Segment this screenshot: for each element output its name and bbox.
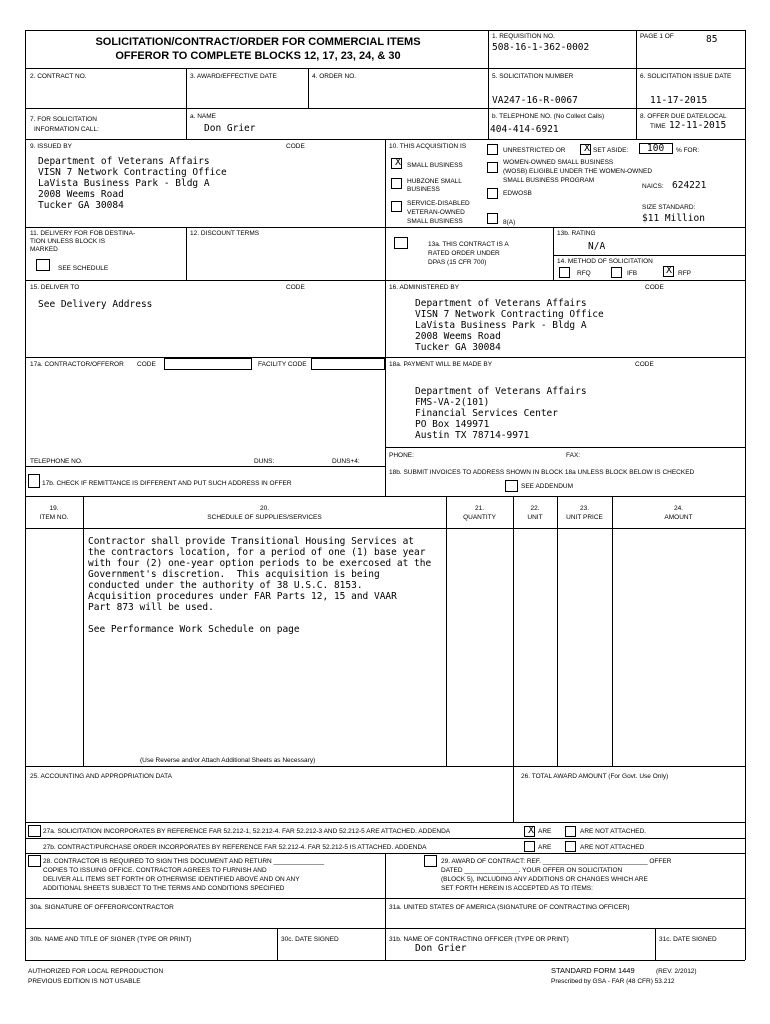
rule	[25, 822, 745, 823]
27b-label: 27b. CONTRACT/PURCHASE ORDER INCORPORATES BY REFERENCE FAR 52.212-4. FAR 52.212-5 IS ATTACHED. ADDENDA	[43, 844, 427, 851]
28-line: ADDITIONAL SHEETS SUBJECT TO THE TERMS AND CONDITIONS SPECIFIED	[43, 885, 285, 892]
duns-label: DUNS:	[254, 458, 275, 465]
27b-are-not-label: ARE NOT ATTACHED	[580, 844, 645, 851]
see-schedule-label: SEE SCHEDULE	[58, 265, 109, 272]
facility-code-field[interactable]	[311, 358, 385, 370]
offer-due-time-label: TIME	[650, 123, 666, 130]
payment-line: Financial Services Center	[415, 408, 558, 419]
issued-by-code: CODE	[286, 143, 305, 150]
ifb-label: IFB	[627, 270, 638, 277]
deliver-to-code: CODE	[286, 284, 305, 291]
size-standard-value: $11 Million	[642, 213, 705, 224]
rule	[488, 108, 489, 139]
rated-order-label2: RATED ORDER UNDER	[428, 250, 500, 257]
29-line: DATED _______________. YOUR OFFER ON SOLICITATION	[441, 867, 623, 874]
rule	[25, 108, 745, 109]
28-checkbox[interactable]	[28, 855, 41, 867]
rule	[25, 496, 745, 497]
27b-are-not-checkbox[interactable]	[565, 841, 576, 852]
payment-code: CODE	[635, 361, 654, 368]
administered-by-code: CODE	[645, 284, 664, 291]
footer-prev: PREVIOUS EDITION IS NOT USABLE	[28, 978, 141, 985]
rule	[553, 255, 745, 256]
31c-label: 31c. DATE SIGNED	[659, 936, 717, 943]
see-addendum-checkbox[interactable]	[505, 480, 518, 492]
rule	[25, 68, 745, 69]
contractor-code-field[interactable]	[164, 358, 252, 370]
form-title-line1: SOLICITATION/CONTRACT/ORDER FOR COMMERCIAL ITEMS	[95, 36, 421, 48]
rule	[186, 227, 187, 280]
hubzone-label: HUBZONE SMALL	[407, 178, 462, 185]
administered-by-line: LaVista Business Park - Bldg A	[415, 320, 587, 331]
col-item-no-label: ITEM NO.	[39, 514, 69, 521]
see-addendum-label: SEE ADDENDUM	[521, 483, 574, 490]
rule	[385, 447, 745, 448]
rule	[513, 496, 514, 766]
schedule-line: conducted under the authority of 38 U.S.C. 8153.	[88, 580, 363, 591]
rule	[636, 108, 637, 139]
31b-label: 31b. NAME OF CONTRACTING OFFICER (TYPE OR PRINT)	[389, 936, 569, 943]
30b-label: 30b. NAME AND TITLE OF SIGNER (TYPE OR PRINT)	[30, 936, 192, 943]
unrestricted-checkbox[interactable]	[487, 144, 498, 155]
30c-label: 30c. DATE SIGNED	[281, 936, 339, 943]
col-amount: 24.	[673, 505, 684, 512]
payment-fax-label: FAX:	[566, 452, 581, 459]
rated-order-checkbox[interactable]	[394, 237, 408, 249]
issue-date: 11-17-2015	[650, 95, 708, 106]
deliver-to-value: See Delivery Address	[38, 299, 153, 310]
fob-label: 11. DELIVERY FOR FOB DESTINA-	[30, 230, 136, 237]
col-item-no: 19.	[49, 505, 59, 512]
contract-no-label: 2. CONTRACT NO.	[30, 73, 87, 80]
rule	[612, 496, 613, 766]
col-unit-label: UNIT	[527, 514, 543, 521]
remittance-checkbox[interactable]	[28, 474, 40, 488]
total-award-label: 26. TOTAL AWARD AMOUNT (For Govt. Use Only)	[521, 773, 669, 780]
form-title-line2: OFFEROR TO COMPLETE BLOCKS 12, 17, 23, 24, & 30	[115, 50, 401, 62]
rating-value: N/A	[588, 241, 606, 252]
accounting-label: 25. ACCOUNTING AND APPROPRIATION DATA	[30, 773, 172, 780]
footer-form: STANDARD FORM 1449	[551, 966, 635, 975]
discount-terms-label: 12. DISCOUNT TERMS	[190, 230, 260, 237]
rule	[83, 496, 84, 766]
req-label: 1. REQUISITION NO.	[492, 33, 555, 40]
rule	[25, 466, 385, 467]
page-label: PAGE 1 OF	[640, 33, 674, 40]
percent-value: 100	[647, 143, 665, 154]
size-standard-label: SIZE STANDARD:	[642, 204, 696, 211]
footer-prescribed: Prescribed by GSA - FAR (48 CFR) 53.212	[551, 978, 675, 985]
rfp-label: RFP	[678, 270, 691, 277]
info-call-label: 7. FOR SOLICITATION	[30, 116, 97, 123]
contractor-label: 17a. CONTRACTOR/OFFEROR	[30, 361, 124, 368]
solicitation-no-label: 5. SOLICITATION NUMBER	[492, 73, 574, 80]
rule	[25, 838, 745, 839]
sdvosb-checkbox[interactable]	[391, 201, 402, 212]
naics-value: 624221	[672, 180, 707, 191]
rule	[308, 68, 309, 108]
order-no-label: 4. ORDER NO.	[312, 73, 357, 80]
wosb-label: WOMEN-OWNED SMALL BUSINESS	[503, 159, 614, 166]
page-value: 85	[706, 34, 718, 45]
27a-are-mark: X	[528, 825, 535, 836]
rated-order-label3: DPAS (15 CFR 700)	[428, 259, 487, 266]
col-quantity-label: QUANTITY	[463, 514, 496, 521]
29-line: (BLOCK 5), INCLUDING ANY ADDITIONS OR CHANGES WHICH ARE	[441, 876, 648, 883]
28-line: 28. CONTRACTOR IS REQUIRED TO SIGN THIS DOCUMENT AND RETURN ______________	[43, 858, 325, 865]
rule	[636, 30, 637, 108]
rule	[446, 496, 447, 766]
30a-label: 30a. SIGNATURE OF OFFEROR/CONTRACTOR	[30, 904, 174, 911]
hubzone-checkbox[interactable]	[391, 178, 402, 189]
payment-line: PO Box 149971	[415, 419, 490, 430]
col-schedule: 20.	[259, 505, 270, 512]
info-call-label2: INFORMATION CALL:	[34, 126, 99, 133]
duns4-label: DUNS+4:	[332, 458, 360, 465]
sdvosb-label: SERVICE-DISABLED	[407, 200, 470, 207]
issued-by-line: Department of Veterans Affairs	[38, 156, 210, 167]
fob-label2: TION UNLESS BLOCK IS	[30, 238, 106, 245]
rule	[277, 928, 278, 960]
remittance-label: 17b. CHECK IF REMITTANCE IS DIFFERENT AND PUT SUCH ADDRESS IN OFFER	[42, 480, 292, 487]
percent-for-label: % FOR:	[676, 147, 700, 154]
rfq-label: RFQ	[577, 270, 591, 277]
col-unit-price-label: UNIT PRICE	[566, 514, 603, 521]
method-label: 14. METHOD OF SOLICITATION	[557, 258, 653, 265]
edwosb-label: EDWOSB	[503, 190, 532, 197]
submit-invoices-label: 18b. SUBMIT INVOICES TO ADDRESS SHOWN IN BLOCK 18a UNLESS BLOCK BELOW IS CHECKED	[389, 469, 695, 476]
rule	[557, 496, 558, 766]
schedule-line: See Performance Work Schedule on page	[88, 624, 300, 635]
27b-are-label: ARE	[538, 844, 552, 851]
administered-by-line: Tucker GA 30084	[415, 342, 501, 353]
rule	[745, 30, 746, 960]
rule	[488, 30, 489, 108]
issue-date-label: 6. SOLICITATION ISSUE DATE	[640, 73, 732, 80]
rated-order-label: 13a. THIS CONTRACT IS A	[428, 241, 509, 248]
unrestricted-label: UNRESTRICTED OR	[503, 147, 566, 154]
req-value: 508-16-1-362-0002	[492, 42, 590, 53]
sdvosb-label3: SMALL BUSINESS	[407, 218, 463, 225]
payment-line: FMS-VA-2(101)	[415, 397, 490, 408]
rule	[385, 853, 386, 960]
rule	[655, 928, 656, 960]
issued-by-line: LaVista Business Park - Bldg A	[38, 178, 210, 189]
offer-due-label: 8. OFFER DUE DATE/LOCAL	[640, 113, 727, 120]
sdvosb-label2: VETERAN-OWNED	[407, 209, 465, 216]
wosb-checkbox[interactable]	[487, 162, 498, 173]
schedule-footnote: (Use Reverse and/or Attach Additional Sheets as Necessary)	[140, 757, 316, 764]
deliver-to-label: 15. DELIVER TO	[30, 284, 80, 291]
payment-label: 18a. PAYMENT WILL BE MADE BY	[389, 361, 493, 368]
schedule-line: Government's discretion. This acquisition is being	[88, 569, 380, 580]
administered-by-line: Department of Veterans Affairs	[415, 298, 587, 309]
29-line: 29. AWARD OF CONTRACT: REF. _____________________________ OFFER	[441, 858, 672, 865]
footer-rev: (REV. 2/2012)	[656, 968, 697, 975]
acquisition-label: 10. THIS ACQUISITION IS	[389, 143, 467, 150]
rule	[25, 960, 745, 961]
schedule-line: Part 873 will be used.	[88, 602, 214, 613]
fob-label3: MARKED	[30, 246, 58, 253]
31b-name: Don Grier	[415, 943, 467, 954]
issued-by-line: VISN 7 Network Contracting Office	[38, 167, 227, 178]
issued-by-line: Tucker GA 30084	[38, 200, 124, 211]
31a-label: 31a. UNITED STATES OF AMERICA (SIGNATURE OF CONTRACTING OFFICER)	[389, 904, 630, 911]
offer-due-date: 12-11-2015	[669, 120, 727, 131]
contractor-code-label: CODE	[137, 361, 156, 368]
rule	[186, 68, 187, 108]
rfp-mark: X	[666, 265, 673, 276]
edwosb-checkbox[interactable]	[487, 188, 498, 199]
rule	[25, 528, 745, 529]
issued-by-line: 2008 Weems Road	[38, 189, 124, 200]
rule	[385, 139, 386, 496]
rule	[186, 108, 187, 139]
payment-phone-label: PHONE:	[389, 452, 414, 459]
27a-are-not-label: ARE NOT ATTACHED.	[580, 828, 647, 835]
28-line: COPIES TO ISSUING OFFICE. CONTRACTOR AGREES TO FURNISH AND	[43, 867, 267, 874]
see-schedule-checkbox[interactable]	[36, 259, 50, 271]
rule	[25, 30, 26, 960]
col-unit: 22.	[530, 505, 540, 512]
27a-are-label: ARE	[538, 828, 552, 835]
27a-are-not-checkbox[interactable]	[565, 826, 576, 837]
28-line: DELIVER ALL ITEMS SET FORTH OR OTHERWISE IDENTIFIED ABOVE AND ON ANY	[43, 876, 300, 883]
col-quantity: 21.	[474, 505, 485, 512]
rfq-checkbox[interactable]	[559, 267, 570, 278]
contact-name: Don Grier	[204, 123, 256, 134]
payment-line: Austin TX 78714-9971	[415, 430, 530, 441]
small-business-label: SMALL BUSINESS	[407, 162, 463, 169]
naics-label: NAICS:	[642, 183, 664, 190]
set-aside-mark: X	[584, 143, 591, 154]
payment-line: Department of Veterans Affairs	[415, 386, 587, 397]
facility-code-label: FACILITY CODE	[258, 361, 307, 368]
col-amount-label: AMOUNT	[664, 514, 693, 521]
col-unit-price: 23.	[579, 505, 590, 512]
wosb-label3: SMALL BUSINESS PROGRAM	[503, 177, 595, 184]
issued-by-label: 9. ISSUED BY	[30, 143, 72, 150]
schedule-line: Acquisition procedures under FAR Parts 12, 15 and VAAR	[88, 591, 397, 602]
rule	[513, 766, 514, 822]
8a-checkbox[interactable]	[487, 213, 498, 224]
administered-by-line: VISN 7 Network Contracting Office	[415, 309, 604, 320]
schedule-line: Contractor shall provide Transitional Housing Services at	[88, 536, 415, 547]
rating-label: 13b. RATING	[557, 230, 596, 237]
27b-are-checkbox[interactable]	[524, 841, 535, 852]
award-date-label: 3. AWARD/EFFECTIVE DATE	[190, 73, 277, 80]
rule	[25, 766, 745, 767]
schedule-line: the contractors location, for a period of one (1) base year	[88, 547, 426, 558]
8a-label: 8(A)	[503, 219, 516, 226]
administered-by-label: 16. ADMINISTERED BY	[389, 284, 460, 291]
set-aside-label: SET ASIDE:	[593, 147, 629, 154]
29-line: SET FORTH HEREIN IS ACCEPTED AS TO ITEMS:	[441, 885, 593, 892]
rule	[553, 227, 554, 280]
solicitation-no: VA247-16-R-0067	[492, 95, 578, 106]
small-business-mark: X	[395, 157, 402, 168]
hubzone-label2: BUSINESS	[407, 186, 440, 193]
telephone-label: TELEPHONE NO.	[30, 458, 83, 465]
footer-auth: AUTHORIZED FOR LOCAL REPRODUCTION	[28, 968, 164, 975]
name-label: a. NAME	[190, 113, 217, 120]
27a-checkbox[interactable]	[28, 825, 41, 837]
contact-phone: 404-414-6921	[490, 124, 559, 135]
schedule-line: with four (2) one-year option periods to be exercosed at the	[88, 558, 432, 569]
phone-label: b. TELEPHONE NO. (No Collect Calls)	[492, 113, 605, 120]
wosb-label2: (WOSB) ELIGIBLE UNDER THE WOMEN-OWNED	[503, 168, 653, 175]
rule	[25, 30, 745, 31]
administered-by-line: 2008 Weems Road	[415, 331, 501, 342]
27a-label: 27a. SOLICITATION INCORPORATES BY REFERENCE FAR 52.212-1, 52.212-4. FAR 52.212-3 AND 52.212-5 ARE ATTACHED. ADDENDA	[43, 828, 451, 835]
ifb-checkbox[interactable]	[611, 267, 622, 278]
col-schedule-label: SCHEDULE OF SUPPLIES/SERVICES	[207, 514, 322, 521]
29-checkbox[interactable]	[424, 855, 437, 867]
